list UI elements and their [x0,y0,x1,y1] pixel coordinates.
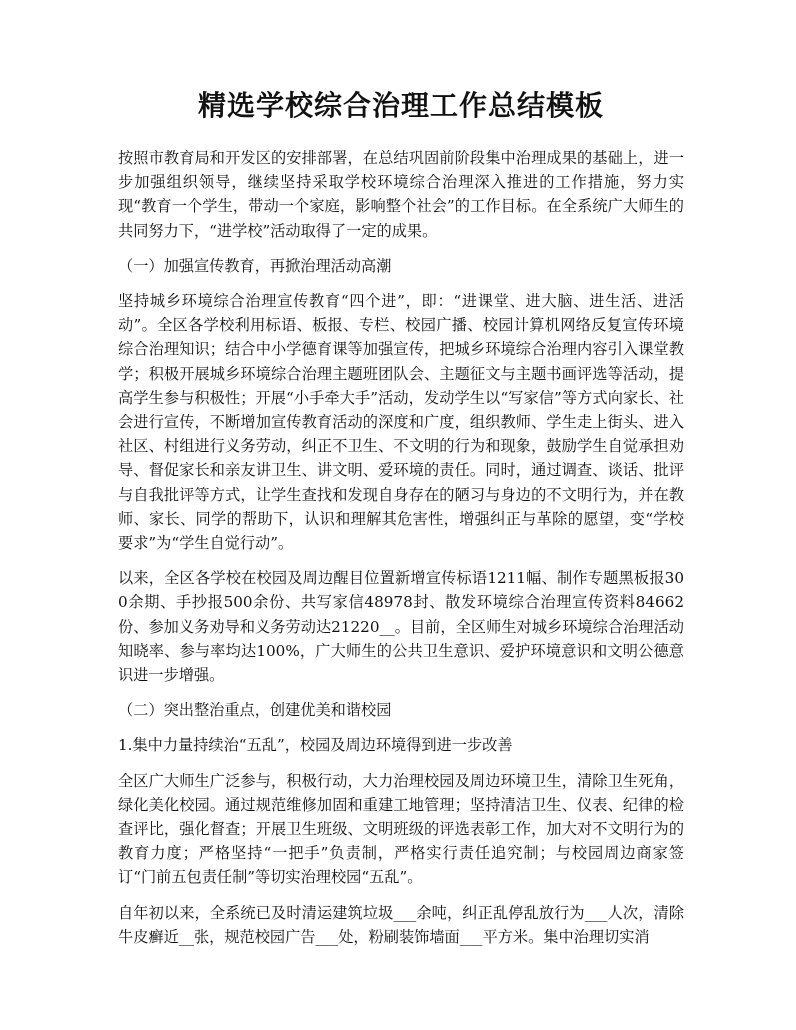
results-paragraph: 自年初以来，全系统已及时清运建筑垃圾___余吨，纠正乱停乱放行为___人次，清除牛皮癣近__张，规范校园广告___处，粉刷装饰墙面___平方米。集中治理切实消 [118,903,684,946]
document-title: 精选学校综合治理工作总结模板 [197,89,604,122]
subsection-heading-1: 1.集中力量持续治“五乱”，校园及周边环境得到进一步改善 [118,736,513,755]
document-page [118,86,684,960]
campus-environment-paragraph: 全区广大师生广泛参与，积极行动，大力治理校园及周边环境卫生，清除卫生死角，绿化美化校园。通过规范维修加固和重建工地管理；坚持清洁卫生、仪表、纪律的检查评比，强化督查；开展卫生班级、文明班级的评选表彰工作，加大对不文明行为的教育力度；严格坚持“一把手”负责制，严格实行责任追究制；与校园周边商家签订“门前五包责任制”等切实治理校园“五乱”。 [118,771,684,887]
publicity-paragraph: 坚持城乡环境综合治理宣传教育“四个进”，即：“进课堂、进大脑、进生活、进活动”。全区各学校利用标语、板报、专栏、校园广播、校园计算机网络反复宣传环境综合治理知识；结合中小学德育课等加强宣传，把城乡环境综合治理内容引入课堂教学；积极开展城乡环境综合治理主题班团队会、主题征文与主题书画评选等活动，提高学生参与积极性；开展“小手牵大手”活动，发动学生以“写家信”等方式向家长、社会进行宣传，不断增加宣传教育活动的深度和广度，组织教师、学生走上街头、进入社区、村组进行义务劳动，纠正不卫生、不文明的行为和现象，鼓励学生自觉承担劝导、督促家长和亲友讲卫生、讲文明、爱环境的责任。同时，通过调查、谈话、批评与自我批评等方式，让学生查找和发现自身存在的陋习与身边的不文明行为，并在教师、家长、同学的帮助下，认识和理解其危害性，增强纠正与革除的愿望，变“学校要求”为“学生自觉行动”。 [118,292,684,553]
section-heading-2: （二）突出整治重点，创建优美和谐校园 [118,701,392,720]
statistics-paragraph: 以来，全区各学校在校园及周边醒目位置新增宣传标语1211幅、制作专题黑板报300余期、手抄报500余份、共写家信48978封、散发环境综合治理宣传资料84662份、参加义务劝导和义务劳动达21220__。目前，全区师生对城乡环境综合治理活动知晓率、参与率均达100%，广大师生的公共卫生意识、爱护环境意识和文明公德意识进一步增强。 [118,569,684,685]
intro-paragraph: 按照市教育局和开发区的安排部署，在总结巩固前阶段集中治理成果的基础上，进一步加强组织领导，继续坚持采取学校环境综合治理深入推进的工作措施，努力实现“教育一个学生，带动一个家庭，影响整个社会”的工作目标。在全系统广大师生的共同努力下，“进学校”活动取得了一定的成果。 [118,149,684,240]
section-heading-1: （一）加强宣传教育，再掀治理活动高潮 [118,256,392,275]
